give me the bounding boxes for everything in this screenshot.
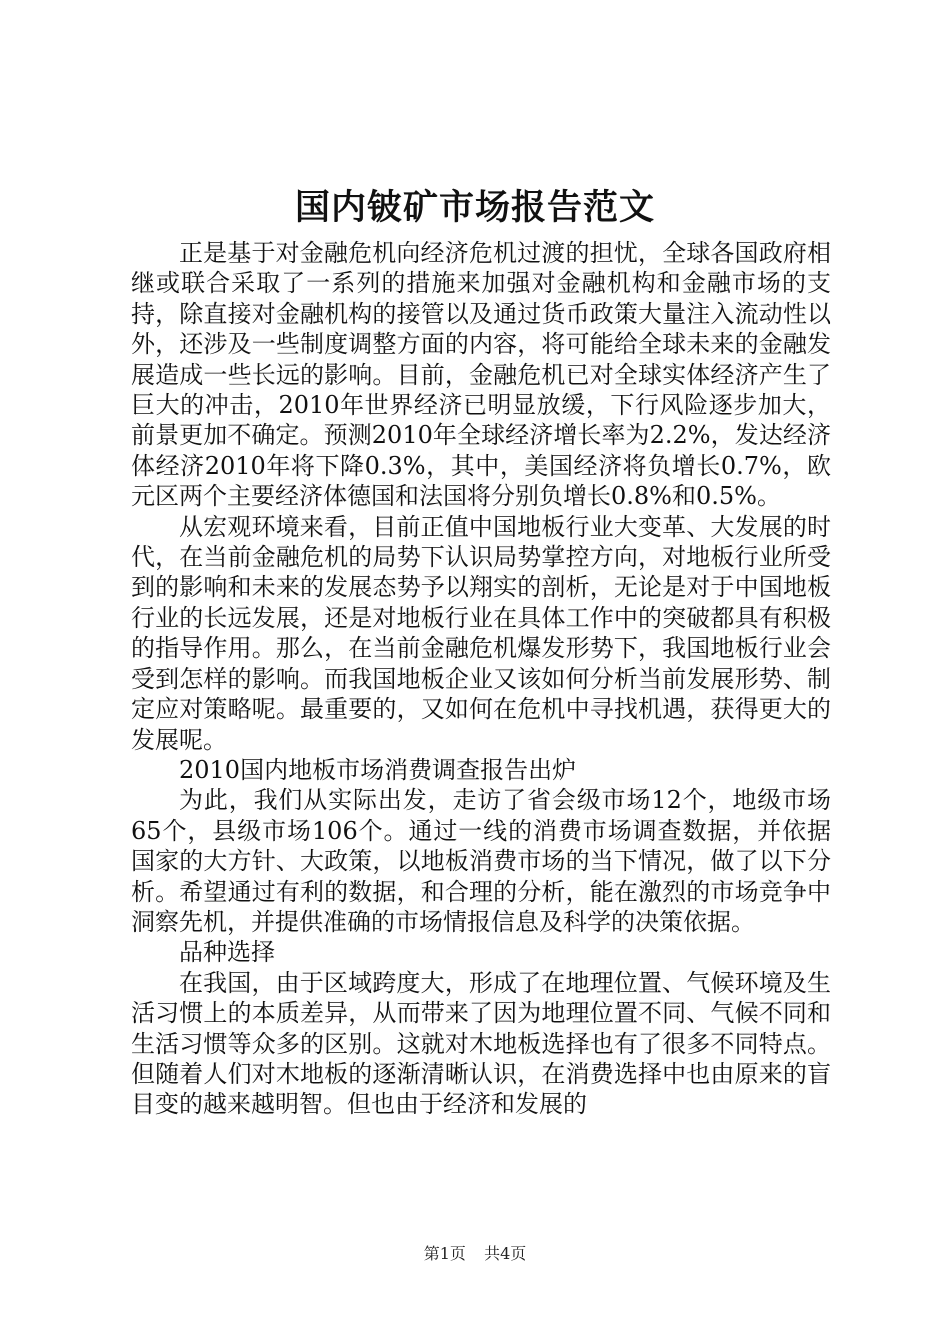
document-body — [131, 238, 831, 1120]
section-heading-survey: 2010国内地板市场消费调查报告出炉 — [179, 755, 577, 784]
page-total: 共4页 — [484, 1244, 527, 1263]
page-number: 第1页 — [423, 1244, 466, 1263]
page-footer — [0, 1244, 950, 1264]
paragraph-survey-method: 为此，我们从实际出发，走访了省会级市场12个，地级市场65个，县级市场106个。通过一线的消费市场调查数据，并依据国家的大方针、大政策，以地板消费市场的当下情况，做了以下分析。希望通过有利的数据，和合理的分析，能在激烈的市场竞争中洞察先机，并提供准确的市场情报信息及科学的决策依据。 — [131, 786, 831, 936]
paragraph-variety-selection: 在我国，由于区域跨度大，形成了在地理位置、气候环境及生活习惯上的本质差异，从而带来了因为地理位置不同、气候不同和生活习惯等众多的区别。这就对木地板选择也有了很多不同特点。但随着人们对木地板的逐渐清晰认识，在消费选择中也由原来的盲目变的越来越明智。但也由于经济和发展的 — [131, 968, 831, 1119]
document-title: 国内铍矿市场报告范文 — [294, 187, 655, 228]
paragraph-macro-environment: 从宏观环境来看，目前正值中国地板行业大变革、大发展的时代，在当前金融危机的局势下认识局势掌控方向，对地板行业所受到的影响和未来的发展态势予以翔实的剖析，无论是对于中国地板行业的长远发展，还是对地板行业在具体工作中的突破都具有积极的指导作用。那么，在当前金融危机爆发形势下，我国地板行业会受到怎样的影响。而我国地板企业又该如何分析当前发展形势、制定应对策略呢。最重要的，又如何在危机中寻找机遇，获得更大的发展呢。 — [131, 512, 831, 754]
paragraph-financial-crisis: 正是基于对金融危机向经济危机过渡的担忧，全球各国政府相继或联合采取了一系列的措施来加强对金融机构和金融市场的支持，除直接对金融机构的接管以及通过货币政策大量注入流动性以外，还涉及一些制度调整方面的内容，将可能给全球未来的金融发展造成一些长远的影响。目前，金融危机已对全球实体经济产生了巨大的冲击，2010年世界经济已明显放缓，下行风险逐步加大，前景更加不确定。预测2010年全球经济增长率为2.2%，发达经济体经济2010年将下降0.3%，其中，美国经济将负增长0.7%，欧元区两个主要经济体德国和法国将分别负增长0.8%和0.5%。 — [131, 239, 831, 511]
section-heading-variety: 品种选择 — [179, 938, 275, 967]
